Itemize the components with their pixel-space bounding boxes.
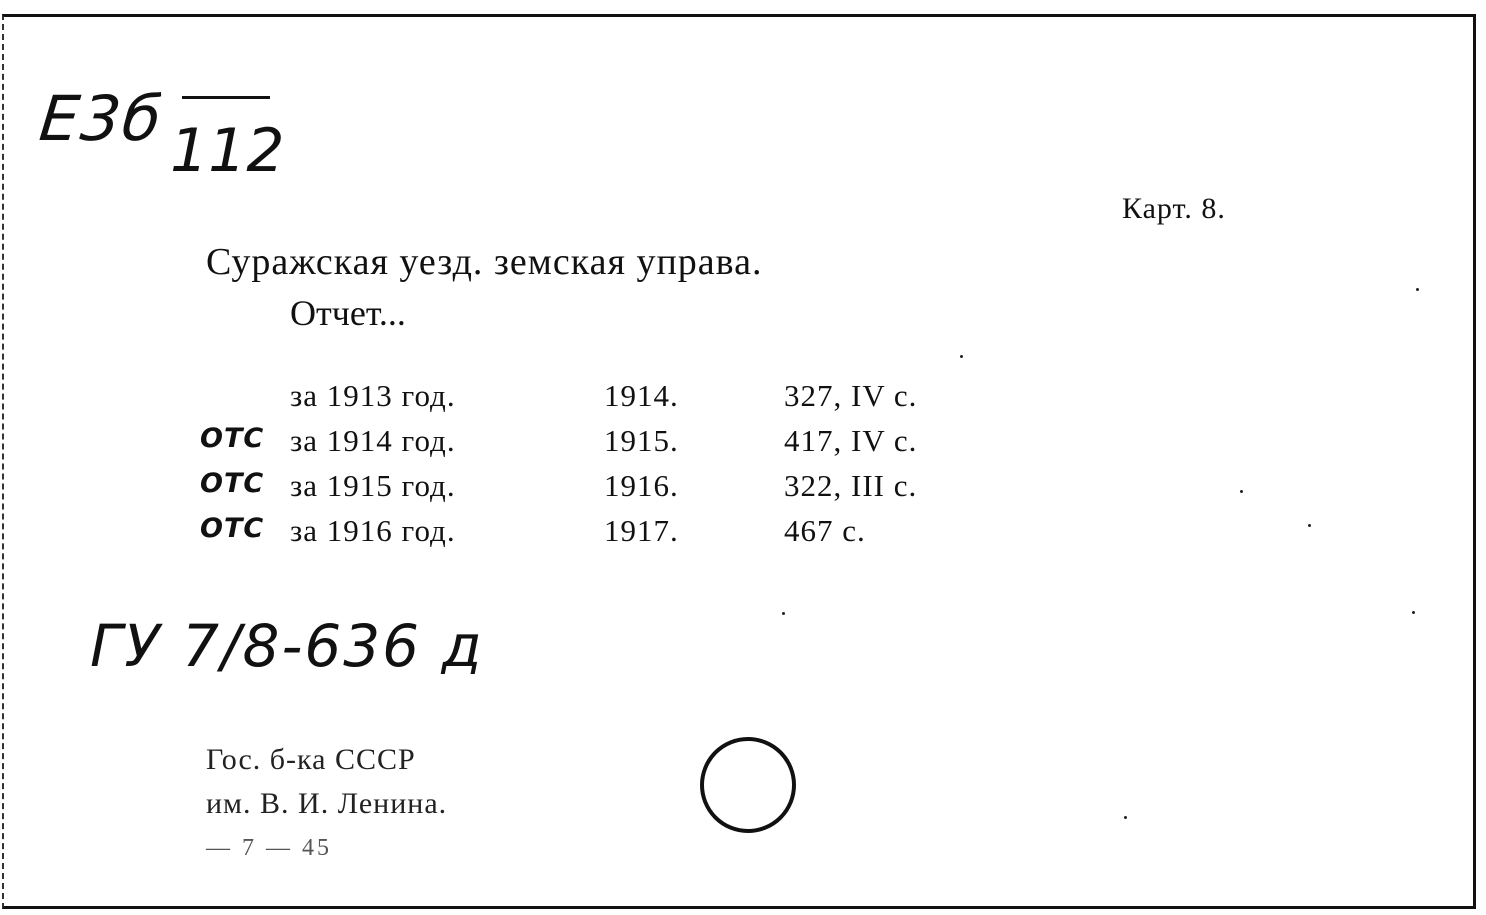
report-mark: ОТС: [200, 513, 265, 544]
handwritten-code: ГУ 7/8-636 д: [90, 612, 484, 680]
report-period: за 1916 год.: [290, 513, 456, 548]
report-year: 1916.: [604, 468, 679, 503]
scan-speck: [960, 355, 963, 358]
report-mark: ОТС: [200, 468, 265, 499]
scan-speck: [1412, 611, 1415, 614]
report-extent: 417, IV с.: [784, 423, 918, 458]
scan-speck: [782, 612, 785, 615]
report-year: 1917.: [604, 513, 679, 548]
scan-speck: [1308, 524, 1311, 527]
report-mark: ОТС: [200, 423, 265, 454]
report-period: за 1915 год.: [290, 468, 456, 503]
stamp-line-2: им. В. И. Ленина.: [206, 787, 448, 820]
shelf-mark-top: Е3б: [36, 82, 167, 155]
scan-speck: [1240, 490, 1243, 493]
card-title: Суражская уезд. земская управа.: [206, 241, 763, 283]
punch-hole: [700, 737, 796, 833]
report-period: за 1914 год.: [290, 423, 456, 458]
scan-speck: [1416, 288, 1419, 291]
report-extent: 322, III с.: [784, 468, 918, 503]
stamp-line-3: — 7 — 45: [206, 835, 332, 861]
shelf-mark-bottom: 112: [170, 116, 285, 186]
report-year: 1914.: [604, 378, 679, 413]
report-year: 1915.: [604, 423, 679, 458]
stamp-line-1: Гос. б-ка СССР: [206, 743, 416, 776]
report-extent: 467 с.: [784, 513, 866, 548]
card-subtitle: Отчет...: [290, 293, 406, 333]
scan-speck: [1124, 816, 1127, 819]
report-period: за 1913 год.: [290, 378, 456, 413]
card-number: Карт. 8.: [1122, 192, 1226, 225]
shelf-mark-line: [182, 96, 270, 99]
library-stamp: [206, 738, 447, 870]
report-extent: 327, IV с.: [784, 378, 918, 413]
